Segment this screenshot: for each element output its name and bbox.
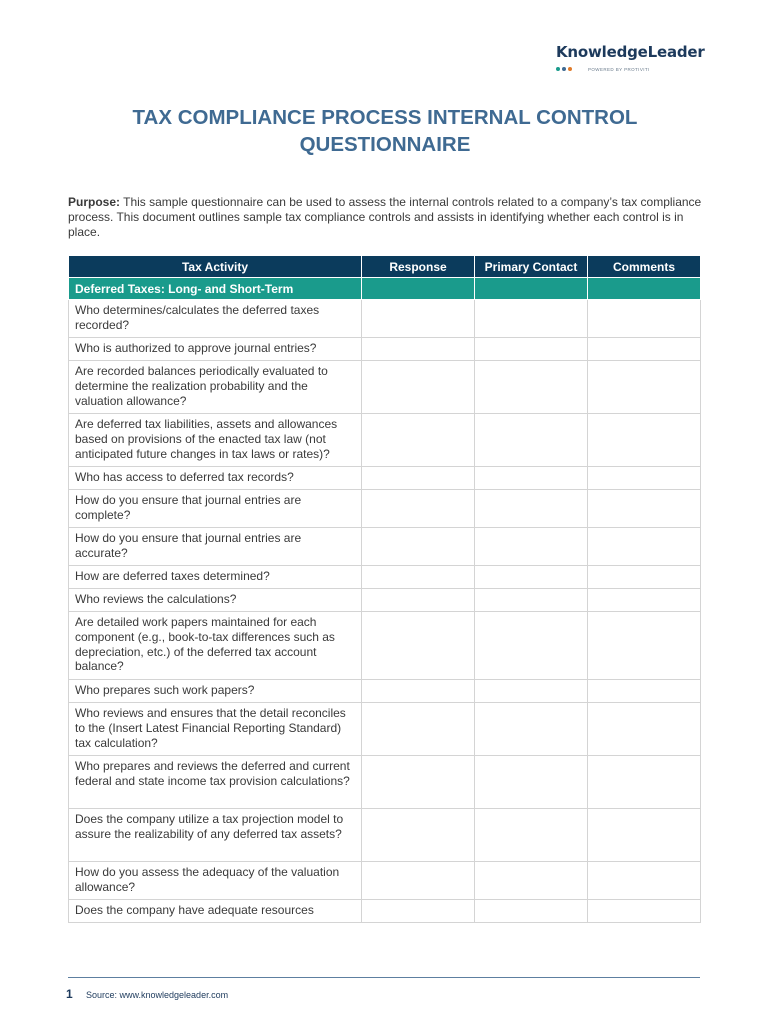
comments-cell[interactable] xyxy=(588,566,701,589)
table-header-row xyxy=(69,256,701,278)
logo-dot-1 xyxy=(556,67,560,71)
purpose-paragraph xyxy=(68,195,708,240)
table-row xyxy=(69,414,701,467)
primary-contact-cell[interactable] xyxy=(475,862,588,900)
comments-cell[interactable] xyxy=(588,528,701,566)
footer-rule xyxy=(68,977,700,978)
comments-cell[interactable] xyxy=(588,361,701,414)
response-cell[interactable] xyxy=(362,703,475,756)
comments-cell[interactable] xyxy=(588,809,701,862)
table-row xyxy=(69,300,701,338)
table-row xyxy=(69,900,701,923)
knowledgeleader-logo xyxy=(556,43,706,73)
tax-activity-cell: Are recorded balances periodically evaluated to determine the realization probability and the valuation allowance? xyxy=(69,361,362,414)
logo-dot-2 xyxy=(562,67,566,71)
response-cell[interactable] xyxy=(362,300,475,338)
tax-activity-cell: How do you ensure that journal entries are accurate? xyxy=(69,528,362,566)
section-row xyxy=(69,278,701,300)
table-row xyxy=(69,680,701,703)
table-row xyxy=(69,361,701,414)
logo-dot-3 xyxy=(568,67,572,71)
table-row xyxy=(69,566,701,589)
page-number: 1 xyxy=(66,987,73,1001)
response-cell[interactable] xyxy=(362,467,475,490)
response-cell[interactable] xyxy=(362,589,475,612)
primary-contact-cell[interactable] xyxy=(475,900,588,923)
primary-contact-cell[interactable] xyxy=(475,589,588,612)
primary-contact-cell[interactable] xyxy=(475,361,588,414)
document-title: TAX COMPLIANCE PROCESS INTERNAL CONTROL QUESTIONNAIRE xyxy=(132,106,638,156)
primary-contact-cell[interactable] xyxy=(475,566,588,589)
purpose-label: Purpose: xyxy=(68,195,121,209)
tax-activity-cell: Does the company utilize a tax projection model to assure the realizability of any deferred tax assets? xyxy=(69,809,362,862)
comments-cell[interactable] xyxy=(588,338,701,361)
section-cell xyxy=(362,278,475,300)
questionnaire-table xyxy=(68,255,701,923)
primary-contact-cell[interactable] xyxy=(475,612,588,680)
logo-wordmark: KnowledgeLeader xyxy=(556,43,705,61)
response-cell[interactable] xyxy=(362,361,475,414)
comments-cell[interactable] xyxy=(588,300,701,338)
response-cell[interactable] xyxy=(362,612,475,680)
comments-cell[interactable] xyxy=(588,756,701,809)
comments-cell[interactable] xyxy=(588,589,701,612)
comments-cell[interactable] xyxy=(588,414,701,467)
tax-activity-cell: Does the company have adequate resources xyxy=(69,900,362,923)
table-row xyxy=(69,589,701,612)
comments-cell[interactable] xyxy=(588,862,701,900)
response-cell[interactable] xyxy=(362,862,475,900)
purpose-text: This sample questionnaire can be used to assess the internal controls related to a company’s tax compliance process. This document outlines sample tax compliance controls and assists in identifying whether each control is in place. xyxy=(68,195,702,239)
column-header-primary-contact: Primary Contact xyxy=(475,256,588,278)
tax-activity-cell: Who is authorized to approve journal entries? xyxy=(69,338,362,361)
tax-activity-cell: Who reviews and ensures that the detail reconciles to the (Insert Latest Financial Reporting Standard) tax calculation? xyxy=(69,703,362,756)
primary-contact-cell[interactable] xyxy=(475,490,588,528)
tax-activity-cell: How are deferred taxes determined? xyxy=(69,566,362,589)
response-cell[interactable] xyxy=(362,566,475,589)
response-cell[interactable] xyxy=(362,338,475,361)
logo-tagline-row xyxy=(556,65,706,73)
table-row xyxy=(69,338,701,361)
tax-activity-cell: Who prepares such work papers? xyxy=(69,680,362,703)
comments-cell[interactable] xyxy=(588,680,701,703)
comments-cell[interactable] xyxy=(588,900,701,923)
primary-contact-cell[interactable] xyxy=(475,756,588,809)
table-row xyxy=(69,756,701,809)
tax-activity-cell: Who has access to deferred tax records? xyxy=(69,467,362,490)
tax-activity-cell: Are detailed work papers maintained for each component (e.g., book-to-tax differences such as depreciation, etc.) of the deferred tax account balance? xyxy=(69,612,362,680)
tax-activity-cell: How do you ensure that journal entries are complete? xyxy=(69,490,362,528)
section-cell xyxy=(588,278,701,300)
table-row xyxy=(69,467,701,490)
response-cell[interactable] xyxy=(362,414,475,467)
tax-activity-cell: Who reviews the calculations? xyxy=(69,589,362,612)
tax-activity-cell: How do you assess the adequacy of the valuation allowance? xyxy=(69,862,362,900)
primary-contact-cell[interactable] xyxy=(475,680,588,703)
footer-source: Source: www.knowledgeleader.com xyxy=(86,990,229,1000)
table-row xyxy=(69,612,701,680)
primary-contact-cell[interactable] xyxy=(475,300,588,338)
table-row xyxy=(69,490,701,528)
response-cell[interactable] xyxy=(362,756,475,809)
response-cell[interactable] xyxy=(362,490,475,528)
primary-contact-cell[interactable] xyxy=(475,528,588,566)
response-cell[interactable] xyxy=(362,680,475,703)
comments-cell[interactable] xyxy=(588,467,701,490)
table-row xyxy=(69,528,701,566)
tax-activity-cell: Are deferred tax liabilities, assets and allowances based on provisions of the enacted tax law (not anticipated future changes in tax laws or rates)? xyxy=(69,414,362,467)
primary-contact-cell[interactable] xyxy=(475,703,588,756)
response-cell[interactable] xyxy=(362,528,475,566)
column-header-response: Response xyxy=(362,256,475,278)
primary-contact-cell[interactable] xyxy=(475,414,588,467)
primary-contact-cell[interactable] xyxy=(475,338,588,361)
comments-cell[interactable] xyxy=(588,490,701,528)
table-row xyxy=(69,703,701,756)
primary-contact-cell[interactable] xyxy=(475,809,588,862)
section-title: Deferred Taxes: Long- and Short-Term xyxy=(69,278,362,300)
column-header-comments: Comments xyxy=(588,256,701,278)
tax-activity-cell: Who prepares and reviews the deferred and current federal and state income tax provision calculations? xyxy=(69,756,362,809)
table-row xyxy=(69,809,701,862)
response-cell[interactable] xyxy=(362,900,475,923)
primary-contact-cell[interactable] xyxy=(475,467,588,490)
tax-activity-cell: Who determines/calculates the deferred taxes recorded? xyxy=(69,300,362,338)
section-cell xyxy=(475,278,588,300)
column-header-tax-activity: Tax Activity xyxy=(69,256,362,278)
logo-tagline: POWERED BY PROTIVITI xyxy=(588,66,650,72)
table-row xyxy=(69,862,701,900)
response-cell[interactable] xyxy=(362,809,475,862)
comments-cell[interactable] xyxy=(588,703,701,756)
comments-cell[interactable] xyxy=(588,612,701,680)
